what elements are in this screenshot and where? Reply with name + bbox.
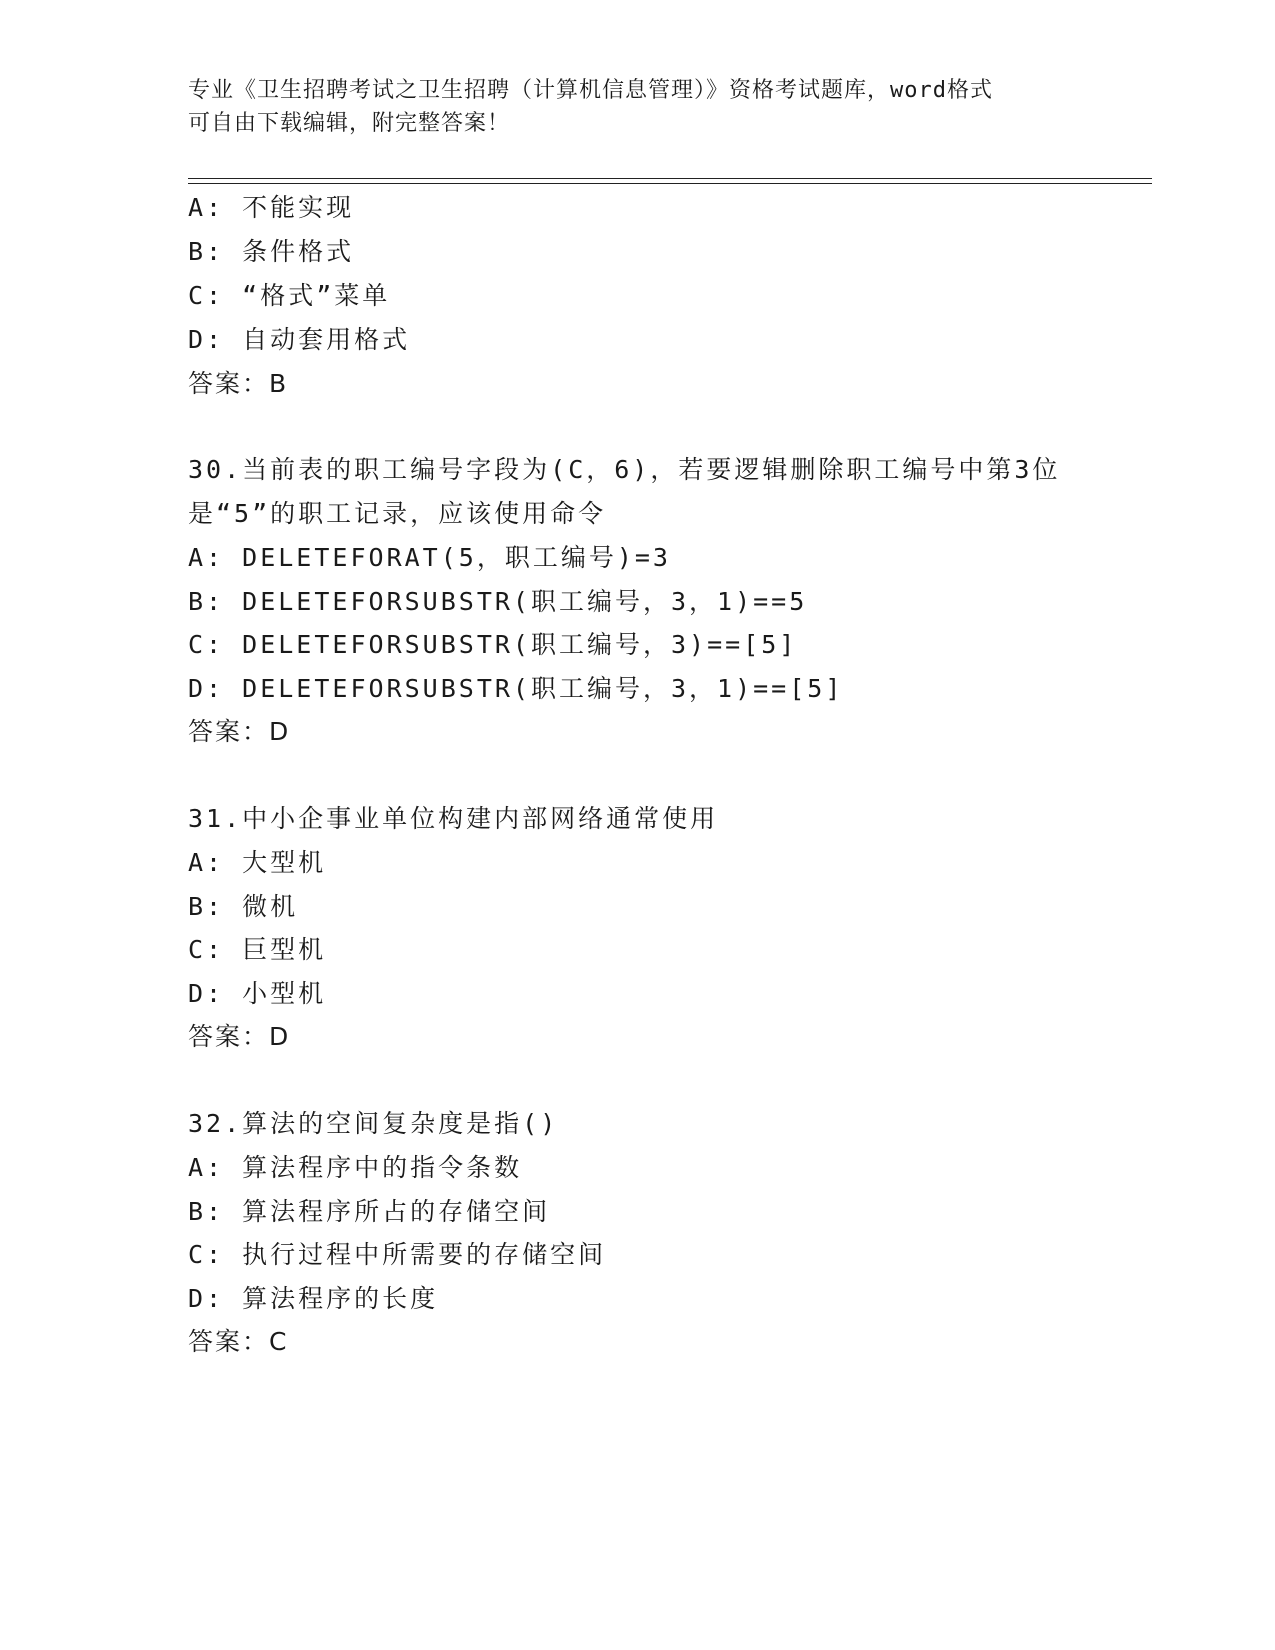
q32-answer: 答案：C <box>188 1327 289 1356</box>
q29-option-d: D: 自动套用格式 <box>188 325 411 354</box>
q31-option-d: D: 小型机 <box>188 979 327 1008</box>
q29-option-c: C: “格式”菜单 <box>188 281 391 310</box>
q32-option-a: A: 算法程序中的指令条数 <box>188 1153 523 1182</box>
header-line-2: 可自由下载编辑，附完整答案！ <box>188 111 511 136</box>
q32-option-b: B: 算法程序所占的存储空间 <box>188 1197 551 1226</box>
q30-stem-line-2: 是“5”的职工记录，应该使用命令 <box>188 499 607 528</box>
header-divider-top <box>188 178 1152 179</box>
q31-option-b: B: 微机 <box>188 892 299 921</box>
q31-stem: 31.中小企事业单位构建内部网络通常使用 <box>188 804 719 833</box>
q30-option-c: C: DELETEFORSUBSTR(职工编号，3)==[5] <box>188 630 798 659</box>
q31-option-a: A: 大型机 <box>188 848 327 877</box>
q30-stem-line-1: 30.当前表的职工编号字段为(C，6)，若要逻辑删除职工编号中第3位 <box>188 455 1061 484</box>
q30-option-a: A: DELETEFORAT(5，职工编号)=3 <box>188 543 671 572</box>
q29-option-a: A: 不能实现 <box>188 193 355 222</box>
q32-option-c: C: 执行过程中所需要的存储空间 <box>188 1240 607 1269</box>
q30-option-d: D: DELETEFORSUBSTR(职工编号，3，1)==[5] <box>188 674 844 703</box>
q30-option-b: B: DELETEFORSUBSTR(职工编号，3，1)==5 <box>188 587 808 616</box>
q31-option-c: C: 巨型机 <box>188 935 327 964</box>
q29-option-b: B: 条件格式 <box>188 237 355 266</box>
q30-answer: 答案：D <box>188 717 291 746</box>
q32-option-d: D: 算法程序的长度 <box>188 1284 439 1313</box>
header-line-1: 专业《卫生招聘考试之卫生招聘（计算机信息管理）》资格考试题库，word格式 <box>188 78 993 103</box>
document-header <box>188 74 1088 140</box>
q29-answer: 答案：B <box>188 369 289 398</box>
q32-stem: 32.算法的空间复杂度是指() <box>188 1109 559 1138</box>
q31-answer: 答案：D <box>188 1022 291 1051</box>
header-divider-bottom <box>188 183 1152 184</box>
